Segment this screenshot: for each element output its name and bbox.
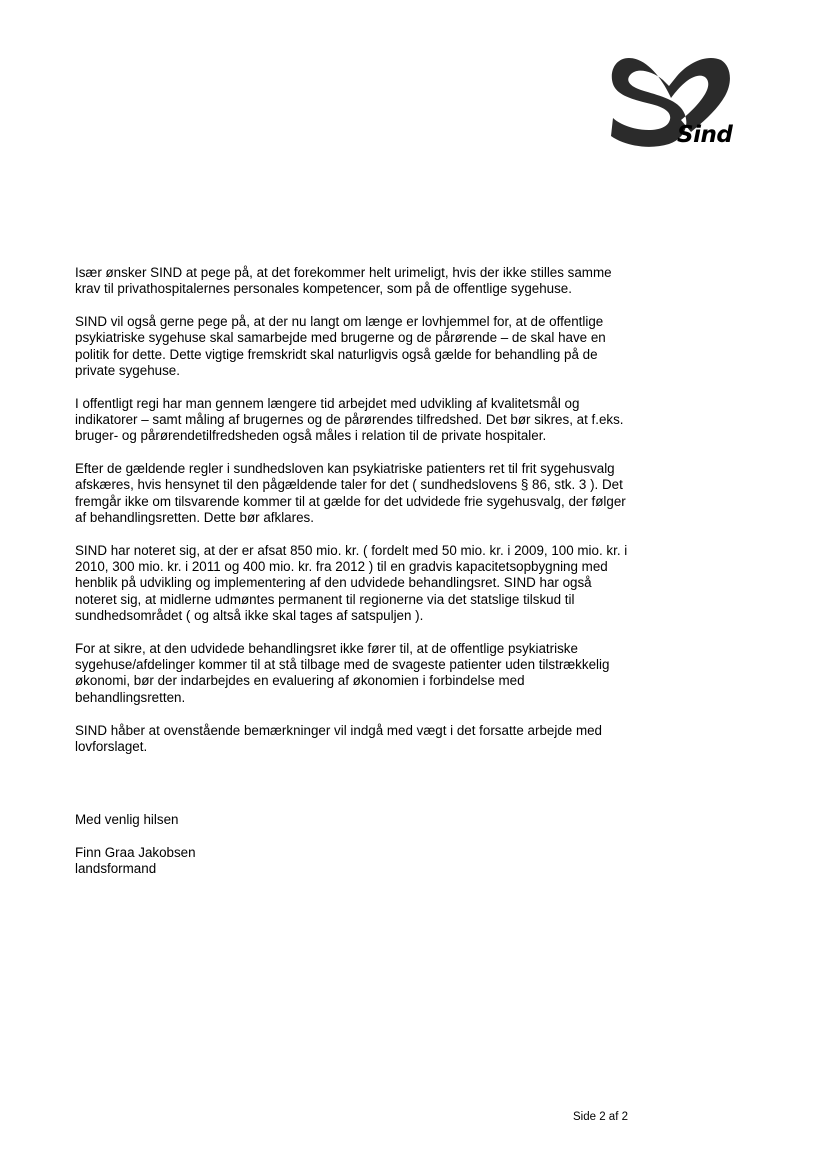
signatory-name: Finn Graa Jakobsen bbox=[75, 844, 196, 860]
paragraph: Især ønsker SIND at pege på, at det forekommer helt urimeligt, hvis der ikke stilles samme krav til privathospitalernes personales kompetencer, som på de offentlige sygehuse. bbox=[75, 265, 612, 297]
greeting: Med venlig hilsen bbox=[75, 812, 179, 827]
sind-logo bbox=[607, 50, 733, 154]
paragraph: For at sikre, at den udvidede behandlingsret ikke fører til, at de offentlige psykiatriske sygehuse/afdelinger kommer til at stå tilbage med de svageste patienter uden tilstrækkelig økonomi, bør der indarbejdes en evaluering af økonomien i forbindelse med behandlingsretten. bbox=[75, 640, 610, 705]
logo-text: Sind bbox=[677, 122, 733, 148]
paragraph: I offentligt regi har man gennem længere tid arbejdet med udvikling af kvalitetsmål og indikatorer – samt måling af brugernes og de pårørendes tilfredshed. Det bør sikres, at f.eks. bruger- og pårørendetilfredsheden også måles i relation til de private hospitaler. bbox=[75, 395, 624, 444]
letter-closing bbox=[75, 812, 475, 877]
letter-body bbox=[75, 265, 635, 772]
page-number: Side 2 af 2 bbox=[573, 1111, 628, 1123]
signatory-title: landsformand bbox=[75, 861, 157, 877]
paragraph: Efter de gældende regler i sundhedsloven kan psykiatriske patienters ret til frit sygehusvalg afskæres, hvis hensynet til den pågældende taler for det ( sundhedslovens § 86, stk. 3 ). Det fremgår ikke om tilsvarende kommer til at gælde for det udvidede frie sygehusvalg, der følger af behandlingsretten. Dette bør afklares. bbox=[75, 461, 626, 526]
paragraph: SIND håber at ovenstående bemærkninger vil indgå med vægt i det forsatte arbejde med lovforslaget. bbox=[75, 722, 602, 754]
paragraph: SIND har noteret sig, at der er afsat 850 mio. kr. ( fordelt med 50 mio. kr. i 2009, 100 mio. kr. i 2010, 300 mio. kr. i 2011 og 400 mio. kr. fra 2012 ) til en gradvis kapacitetsopbygning med henblik på udvikling og implementering af den udvidede behandlingsret. SIND har også noteret sig, at midlerne udmøntes permanent til regionerne via det statslige tilskud til sundhedsområdet ( og altså ikke skal tages af satspuljen ). bbox=[75, 542, 628, 624]
paragraph: SIND vil også gerne pege på, at der nu langt om længe er lovhjemmel for, at de offentlige psykiatriske sygehuse skal samarbejde med brugerne og de pårørende – de skal have en politik for dette. Dette vigtige fremskridt skal naturligvis også gælde for behandling på de private sygehuse. bbox=[75, 314, 606, 378]
